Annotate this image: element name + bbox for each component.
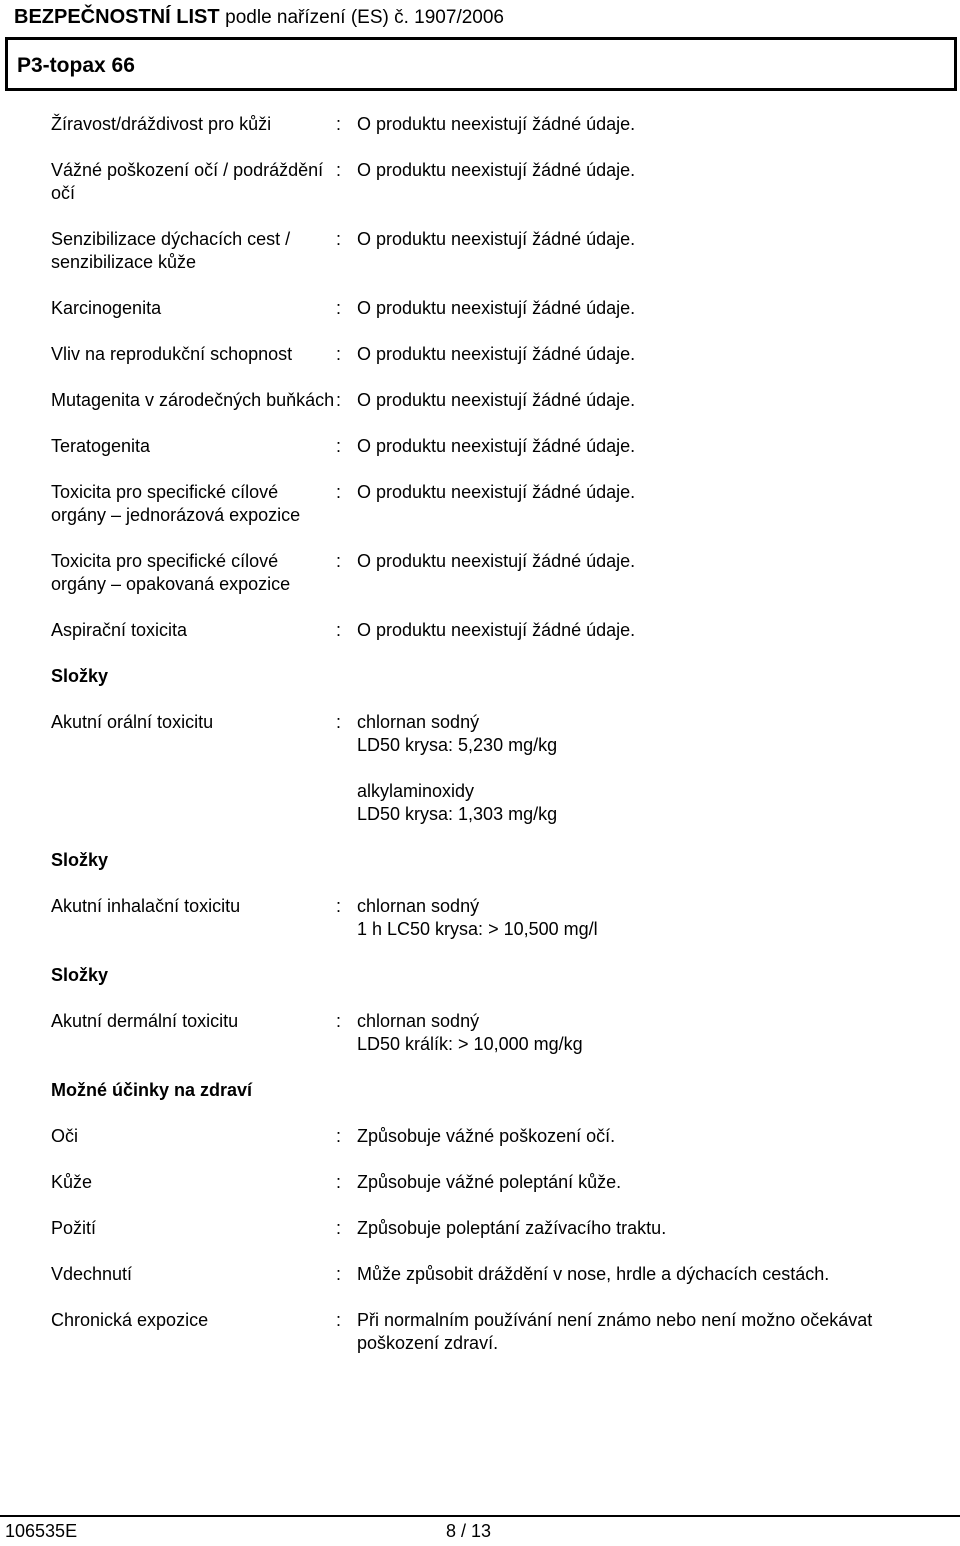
substance-name: alkylaminoxidy [357, 781, 475, 801]
colon: : [336, 712, 342, 732]
colon: : [336, 482, 342, 502]
health-effect-value: Způsobuje vážné poškození očí. [357, 1126, 616, 1146]
lc50-value: 1 h LC50 krysa: > 10,500 mg/l [357, 919, 598, 939]
toxicity-row [51, 159, 941, 205]
page-number: 8 / 13 [446, 1521, 492, 1541]
document-code: 106535E [5, 1521, 78, 1541]
substance-name: chlornan sodný [357, 1011, 480, 1031]
toxicity-label: Teratogenita [51, 436, 151, 456]
toxicity-value: O produktu neexistují žádné údaje. [357, 114, 636, 134]
toxicity-value: O produktu neexistují žádné údaje. [357, 436, 636, 456]
toxicity-value: O produktu neexistují žádné údaje. [357, 344, 636, 364]
colon: : [336, 896, 342, 916]
product-name-box [5, 37, 957, 91]
colon: : [336, 344, 342, 364]
toxicity-value: O produktu neexistují žádné údaje. [357, 620, 636, 640]
section-heading-components: Složky [51, 666, 109, 686]
health-effect-value: Může způsobit dráždění v nose, hrdle a dýchacích cestách. [357, 1264, 830, 1284]
toxicity-label: Vliv na reprodukční schopnost [51, 344, 293, 364]
colon: : [336, 390, 342, 410]
colon: : [336, 1172, 342, 1192]
colon: : [336, 298, 342, 318]
health-effect-row [51, 1125, 941, 1148]
toxicity-row [51, 343, 941, 366]
colon: : [336, 1310, 342, 1330]
document-title-main: BEZPEČNOSTNÍ LIST [14, 6, 220, 28]
substance-name: chlornan sodný [357, 896, 480, 916]
colon: : [336, 229, 342, 249]
health-effect-row [51, 1309, 941, 1355]
toxicity-row [51, 228, 941, 274]
health-effect-label: Vdechnutí [51, 1264, 133, 1284]
colon: : [336, 1126, 342, 1146]
toxicity-value: O produktu neexistují žádné údaje. [357, 390, 636, 410]
substance-name: chlornan sodný [357, 712, 480, 732]
toxicity-value: O produktu neexistují žádné údaje. [357, 160, 636, 180]
toxicity-row [51, 297, 941, 320]
colon: : [336, 551, 342, 571]
document-title-regulation: podle nařízení (ES) č. 1907/2006 [225, 7, 504, 28]
toxicology-content [51, 113, 941, 1355]
health-effect-row [51, 1217, 941, 1240]
toxicity-value: O produktu neexistují žádné údaje. [357, 551, 636, 571]
colon: : [336, 436, 342, 456]
ld50-value: LD50 krysa: 5,230 mg/kg [357, 735, 558, 755]
oral-toxicity-row [51, 711, 941, 826]
dermal-toxicity-values [357, 1010, 941, 1056]
health-effect-row [51, 1263, 941, 1286]
footer-divider [0, 1515, 960, 1517]
colon: : [336, 160, 342, 180]
toxicity-row [51, 389, 941, 412]
toxicity-label: Senzibilizace dýchacích cest / senzibilizace kůže [51, 229, 291, 272]
toxicity-value: O produktu neexistují žádné údaje. [357, 229, 636, 249]
ld50-value: LD50 králík: > 10,000 mg/kg [357, 1034, 583, 1054]
dermal-toxicity-label: Akutní dermální toxicitu [51, 1011, 239, 1031]
colon: : [336, 620, 342, 640]
colon: : [336, 1011, 342, 1031]
health-effect-label: Kůže [51, 1172, 93, 1192]
toxicity-row [51, 550, 941, 596]
toxicity-label: Toxicita pro specifické cílové orgány – jednorázová expozice [51, 482, 301, 525]
toxicity-label: Karcinogenita [51, 298, 162, 318]
toxicity-row [51, 619, 941, 642]
health-effect-value: Při normalním používání není známo nebo není možno očekávat poškození zdraví. [357, 1310, 873, 1353]
toxicity-value: O produktu neexistují žádné údaje. [357, 298, 636, 318]
colon: : [336, 114, 342, 134]
oral-toxicity-label: Akutní orální toxicitu [51, 712, 214, 732]
toxicity-row [51, 435, 941, 458]
product-name: P3-topax 66 [17, 54, 135, 77]
toxicity-value: O produktu neexistují žádné údaje. [357, 482, 636, 502]
toxicity-label: Toxicita pro specifické cílové orgány – opakovaná expozice [51, 551, 291, 594]
document-title [14, 5, 504, 30]
colon: : [336, 1218, 342, 1238]
toxicity-row [51, 113, 941, 136]
oral-toxicity-values [357, 711, 941, 826]
health-effect-value: Způsobuje vážné poleptání kůže. [357, 1172, 622, 1192]
toxicity-label: Žíravost/dráždivost pro kůži [51, 114, 272, 134]
section-heading-health-effects: Možné účinky na zdraví [51, 1080, 253, 1100]
toxicity-label: Vážné poškození očí / podráždění očí [51, 160, 324, 203]
toxicity-row [51, 481, 941, 527]
ld50-value: LD50 krysa: 1,303 mg/kg [357, 804, 558, 824]
health-effect-value: Způsobuje poleptání zažívacího traktu. [357, 1218, 667, 1238]
health-effect-label: Chronická expozice [51, 1310, 209, 1330]
colon: : [336, 1264, 342, 1284]
section-heading-components: Složky [51, 850, 109, 870]
health-effect-label: Požití [51, 1218, 97, 1238]
health-effect-label: Oči [51, 1126, 78, 1146]
toxicity-label: Mutagenita v zárodečných buňkách [51, 390, 335, 410]
dermal-toxicity-row [51, 1010, 941, 1056]
inhalation-toxicity-values [357, 895, 941, 941]
health-effect-row [51, 1171, 941, 1194]
toxicity-label: Aspirační toxicita [51, 620, 188, 640]
section-heading-components: Složky [51, 965, 109, 985]
inhalation-toxicity-label: Akutní inhalační toxicitu [51, 896, 241, 916]
inhalation-toxicity-row [51, 895, 941, 941]
